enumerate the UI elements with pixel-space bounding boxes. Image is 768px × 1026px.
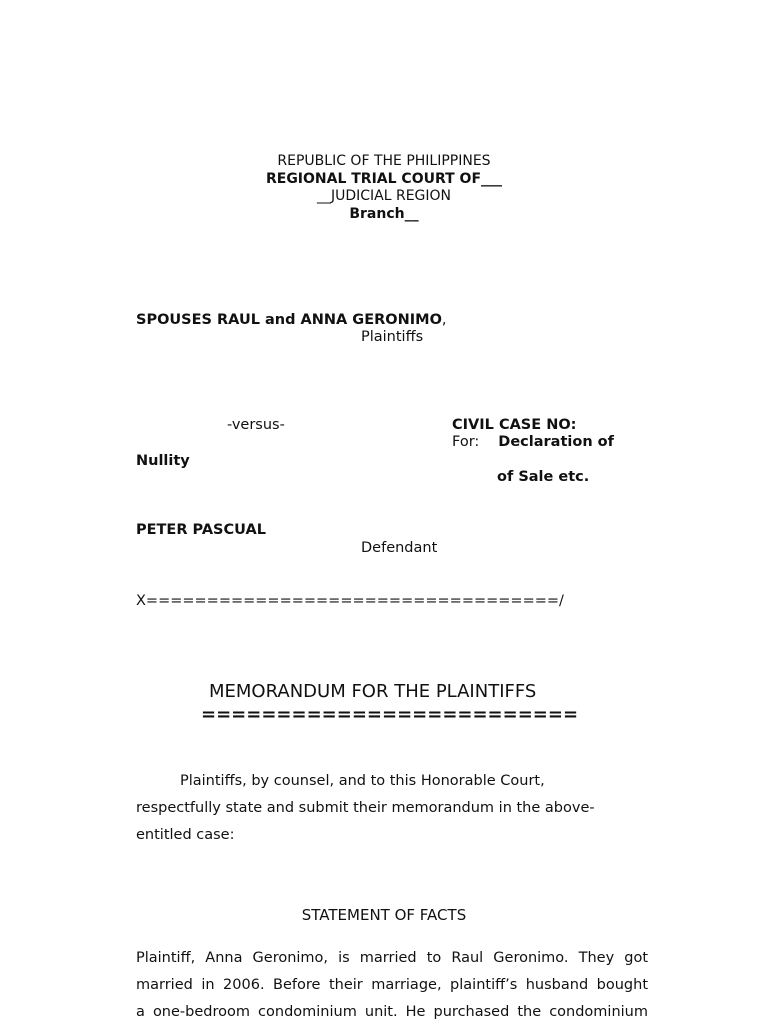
plaintiffs-name: SPOUSES RAUL and ANNA GERONIMO xyxy=(136,312,442,328)
plaintiffs-caption xyxy=(136,311,447,329)
case-for-label: For: xyxy=(452,434,480,450)
memorandum-title: MEMORANDUM FOR THE PLAINTIFFS xyxy=(209,681,537,702)
facts-line-3: a one-bedroom condominium unit. He purchased the condominium xyxy=(136,1004,648,1020)
intro-line-3: entitled case: xyxy=(136,827,235,843)
branch-heading: Branch__ xyxy=(349,206,419,222)
intro-line-2: respectfully state and submit their memorandum in the above- xyxy=(136,800,595,816)
republic-heading: REPUBLIC OF THE PHILIPPINES xyxy=(277,153,491,169)
intro-line-1: Plaintiffs, by counsel, and to this Honorable Court, xyxy=(180,773,545,789)
defendant-name: PETER PASCUAL xyxy=(136,522,266,538)
plaintiffs-comma: , xyxy=(441,312,447,328)
case-for-value-line3: of Sale etc. xyxy=(497,469,590,485)
region-heading: __JUDICIAL REGION xyxy=(316,188,452,204)
versus-label: -versus- xyxy=(227,417,285,433)
facts-heading: STATEMENT OF FACTS xyxy=(301,906,467,924)
plaintiffs-role: Plaintiffs xyxy=(361,329,424,345)
memorandum-underline: ========================= xyxy=(201,704,579,725)
case-number-label: CIVIL CASE NO: xyxy=(452,417,577,433)
case-for-value: Declaration of xyxy=(498,434,614,450)
case-for-value-cont: Nullity xyxy=(136,453,190,469)
facts-paragraph xyxy=(136,945,648,1026)
case-for-line xyxy=(452,433,614,451)
facts-line-1: Plaintiff, Anna Geronimo, is married to Raul Geronimo. They got xyxy=(136,950,648,966)
court-heading: REGIONAL TRIAL COURT OF___ xyxy=(265,171,503,187)
caption-separator: X==================================/ xyxy=(136,593,564,609)
defendant-role: Defendant xyxy=(361,540,438,556)
facts-line-2: married in 2006. Before their marriage, plaintiff’s husband bought xyxy=(136,977,648,993)
